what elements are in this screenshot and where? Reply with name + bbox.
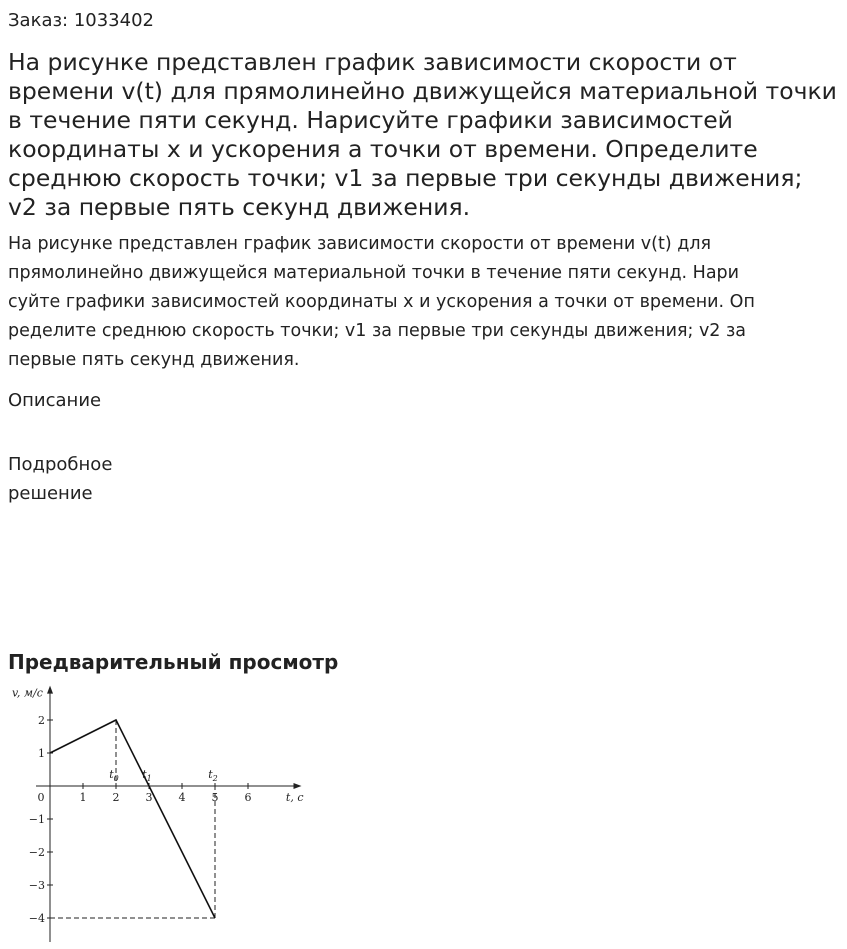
body-line: прямолинейно движущейся материальной точки в течение пяти секунд. Нари [8,263,740,283]
y-axis-label: v, м/с [12,686,43,700]
graph-guides [50,720,215,918]
description-label: Описание [8,390,102,411]
x-tick-label: 5 [211,791,219,804]
x-tick-label: 2 [112,791,120,804]
y-tick-label: −2 [28,846,45,859]
x-tick-label: 3 [145,791,153,804]
marker-label: $t_1$ [142,768,152,783]
graph-series [50,720,215,918]
y-tick-label: 1 [38,747,45,760]
x-tick-label: 0 [37,791,45,804]
x-tick-label: 1 [79,791,87,804]
y-tick-label: −4 [28,912,45,925]
detailed-solution-label: Подробное решение [8,454,113,504]
y-tick-label: 2 [38,714,45,727]
graph-axes [36,686,302,942]
body-line: На рисунке представлен график зависимости скорости от времени v(t) для [8,234,712,254]
x-axis-arrow [294,783,302,789]
body-line: суйте графики зависимостей координаты x и ускорения a точки от времени. Оп [8,292,755,312]
marker-label: $t_2$ [208,768,218,783]
x-tick-label: 4 [178,791,186,804]
x-tick-label: 6 [244,791,252,804]
task-title: На рисунке представлен график зависимости скорости от времени v(t) для прямолинейно движущейся материальной точки в течение пяти секунд. Нарисуйте графики зависимостей координаты x и ускорения a точки от времени. Определите среднюю скорость точки; v1 за первые три секунды движения; v2 за первые пять секунд движения. [8,48,837,221]
x-axis-label: t, с [285,791,304,804]
order-number: Заказ: 1033402 [8,10,154,31]
y-tick-label: −1 [28,813,45,826]
y-axis-arrow [47,686,53,694]
body-line: первые пять секунд движения. [8,350,300,370]
body-line: ределите среднюю скорость точки; v1 за первые три секунды движения; v2 за [8,321,747,341]
velocity-line [50,720,215,918]
graph-labels [12,687,304,925]
preview-heading: Предварительный просмотр [8,650,339,674]
task-body [8,230,838,375]
marker-label: $t_0$ [109,768,119,783]
y-tick-label: −3 [28,879,45,892]
velocity-graph [0,680,320,942]
